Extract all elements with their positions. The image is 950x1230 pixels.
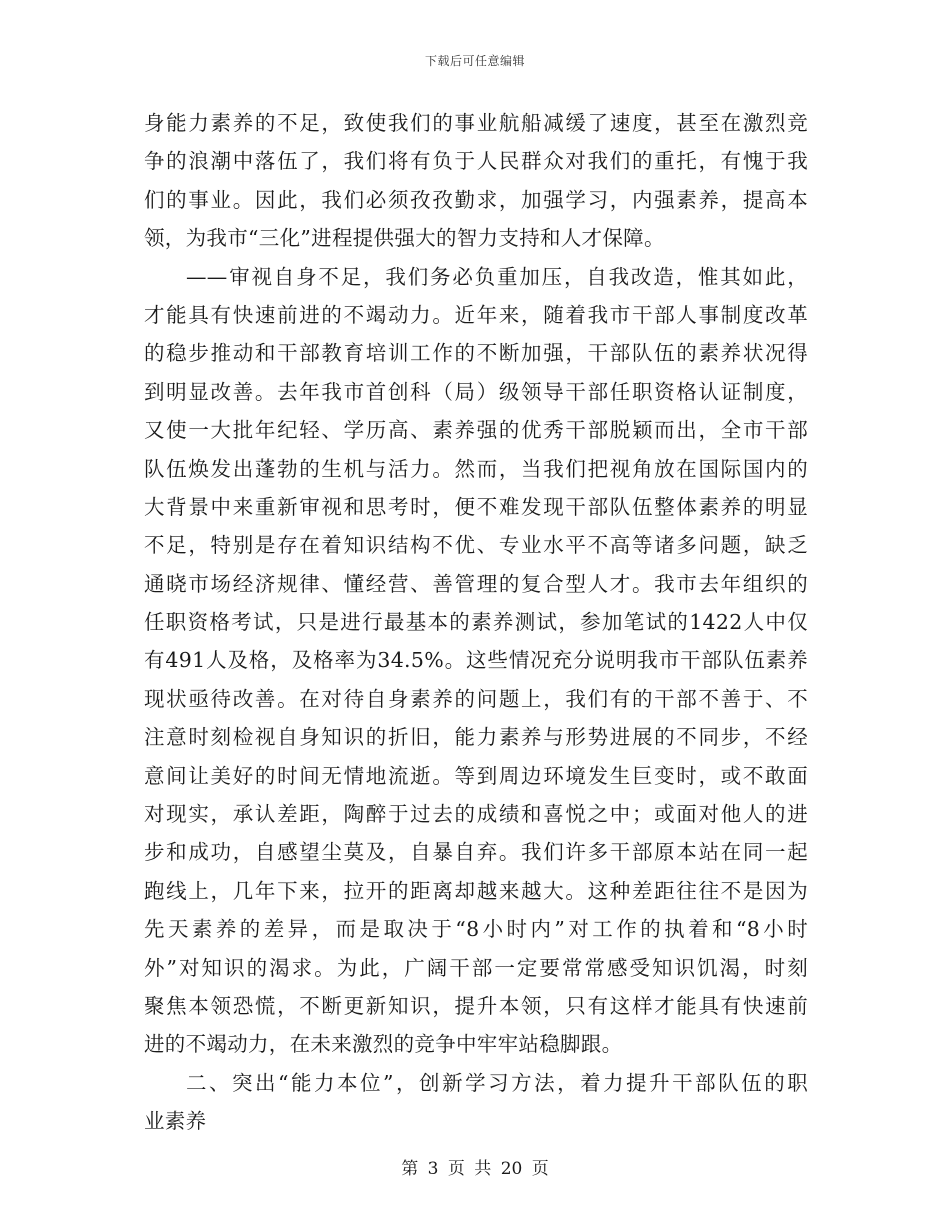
text-line: 到明显改善。去年我市首创科（局）级领导干部任职资格认证制度， xyxy=(144,379,808,404)
text-line: 队伍焕发出蓬勃的生机与活力。然而，当我们把视角放在国际国内的 xyxy=(144,456,808,481)
text-line: 进的不竭动力，在未来激烈的竞争中牢牢站稳脚跟。 xyxy=(144,1032,623,1057)
text-line: 的稳步推动和干部教育培训工作的不断加强，干部队伍的素养状况得 xyxy=(144,341,808,366)
text-line: 对现实，承认差距，陶醉于过去的成绩和喜悦之中；或面对他人的进 xyxy=(144,802,808,827)
text-line: 不足，特别是存在着知识结构不优、专业水平不高等诸多问题，缺乏 xyxy=(144,533,808,558)
page-header: 下载后可任意编辑 xyxy=(424,54,525,68)
text-line: 身能力素养的不足，致使我们的事业航船减缓了速度，甚至在激烈竞 xyxy=(144,111,808,135)
section-heading-line: 二、突出“能力本位”，创新学习方法，着力提升干部队伍的职 xyxy=(186,1070,808,1095)
text-line: ——审视自身不足，我们务必负重加压，自我改造，惟其如此， xyxy=(186,264,808,289)
text-line: 任职资格考试，只是进行最基本的素养测试，参加笔试的1422人中仅 xyxy=(144,610,808,635)
text-line: 先天素养的差异，而是取决于“8小时内”对工作的执着和“8小时 xyxy=(144,917,808,942)
document-body xyxy=(144,104,808,1141)
text-line: 们的事业。因此，我们必须孜孜勤求，加强学习，内强素养，提高本 xyxy=(144,187,808,212)
text-line: 外”对知识的渴求。为此，广阔干部一定要常常感受知识饥渴，时刻 xyxy=(144,955,808,980)
text-line: 现状亟待改善。在对待自身素养的问题上，我们有的干部不善于、不 xyxy=(144,686,808,711)
text-line: 跑线上，几年下来，拉开的距离却越来越大。这种差距往往不是因为 xyxy=(144,878,808,903)
section-heading-line: 业素养 xyxy=(144,1109,207,1134)
text-line: 才能具有快速前进的不竭动力。近年来，随着我市干部人事制度改革 xyxy=(144,302,808,327)
text-line: 注意时刻检视自身知识的折旧，能力素养与形势进展的不同步，不经 xyxy=(144,725,808,750)
text-line: 争的浪潮中落伍了，我们将有负于人民群众对我们的重托，有愧于我 xyxy=(144,149,808,174)
text-line: 意间让美好的时间无情地流逝。等到周边环境发生巨变时，或不敢面 xyxy=(144,763,808,788)
page-footer: 第 3 页 共 20 页 xyxy=(401,1159,549,1179)
text-line: 步和成功，自感望尘莫及，自暴自弃。我们许多干部原本站在同一起 xyxy=(144,840,808,865)
text-line: 领，为我市“三化”进程提供强大的智力支持和人才保障。 xyxy=(144,226,665,251)
text-line: 大背景中来重新审视和思考时，便不难发现干部队伍整体素养的明显 xyxy=(144,494,808,519)
text-line: 有491人及格，及格率为34.5%。这些情况充分说明我市干部队伍素养 xyxy=(144,648,808,673)
text-line: 又使一大批年纪轻、学历高、素养强的优秀干部脱颖而出，全市干部 xyxy=(144,418,808,443)
text-line: 通晓市场经济规律、懂经营、善管理的复合型人才。我市去年组织的 xyxy=(144,571,808,596)
text-line: 聚焦本领恐慌，不断更新知识，提升本领，只有这样才能具有快速前 xyxy=(144,993,808,1018)
